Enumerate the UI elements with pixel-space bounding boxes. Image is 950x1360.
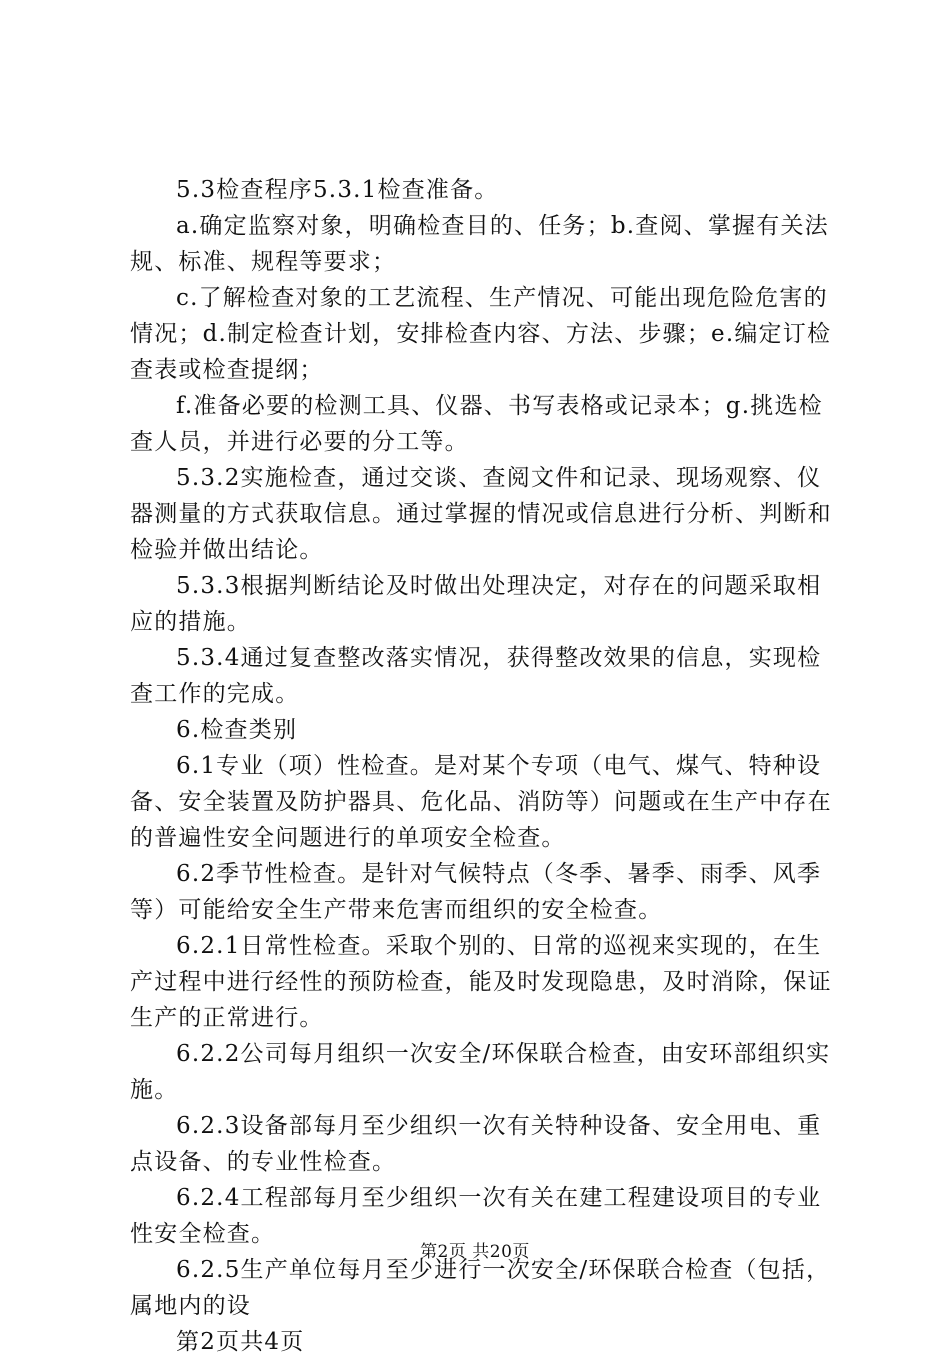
paragraph: 6.1专业（项）性检查。是对某个专项（电气、煤气、特种设备、安全装置及防护器具、危化品、消防等）问题或在生产中存在的普遍性安全问题进行的单项安全检查。 <box>130 753 832 851</box>
paragraph: 5.3.2实施检查，通过交谈、查阅文件和记录、现场观察、仪器测量的方式获取信息。通过掌握的情况或信息进行分析、判断和检验并做出结论。 <box>130 465 832 563</box>
section-heading: 6.检查类别 <box>176 717 298 743</box>
paragraph: 6.2.4工程部每月至少组织一次有关在建工程建设项目的专业性安全检查。 <box>130 1185 822 1247</box>
paragraph: f.准备必要的检测工具、仪器、书写表格或记录本；g.挑选检查人员，并进行必要的分工等。 <box>130 393 823 455</box>
paragraph: 6.2.1日常性检查。采取个别的、日常的巡视来实现的，在生产过程中进行经性的预防检查，能及时发现隐患，及时消除，保证生产的正常进行。 <box>130 933 832 1031</box>
paragraph: 5.3检查程序5.3.1检查准备。 <box>176 177 499 203</box>
document-body <box>130 172 835 1360</box>
paragraph: a.确定监察对象，明确检查目的、任务；b.查阅、掌握有关法规、标准、规程等要求； <box>130 213 829 275</box>
paragraph: c.了解检查对象的工艺流程、生产情况、可能出现危险危害的情况；d.制定检查计划，安排检查内容、方法、步骤；e.编定订检查表或检查提纲； <box>130 285 832 383</box>
paragraph: 6.2.5生产单位每月至少进行一次安全/环保联合检查（包括，属地内的设 <box>130 1257 831 1319</box>
paragraph: 5.3.4通过复查整改落实情况，获得整改效果的信息，实现检查工作的完成。 <box>130 645 822 707</box>
paragraph: 6.2.3设备部每月至少组织一次有关特种设备、安全用电、重点设备、的专业性检查。 <box>130 1113 822 1175</box>
paragraph: 6.2季节性检查。是针对气候特点（冬季、暑季、雨季、风季等）可能给安全生产带来危害而组织的安全检查。 <box>130 861 822 923</box>
page-footer: 第2页 共20页 <box>420 1242 530 1262</box>
inner-page-number: 第2页共4页 <box>176 1329 305 1355</box>
paragraph: 5.3.3根据判断结论及时做出处理决定，对存在的问题采取相应的措施。 <box>130 573 822 635</box>
paragraph: 6.2.2公司每月组织一次安全/环保联合检查，由安环部组织实施。 <box>130 1041 831 1103</box>
